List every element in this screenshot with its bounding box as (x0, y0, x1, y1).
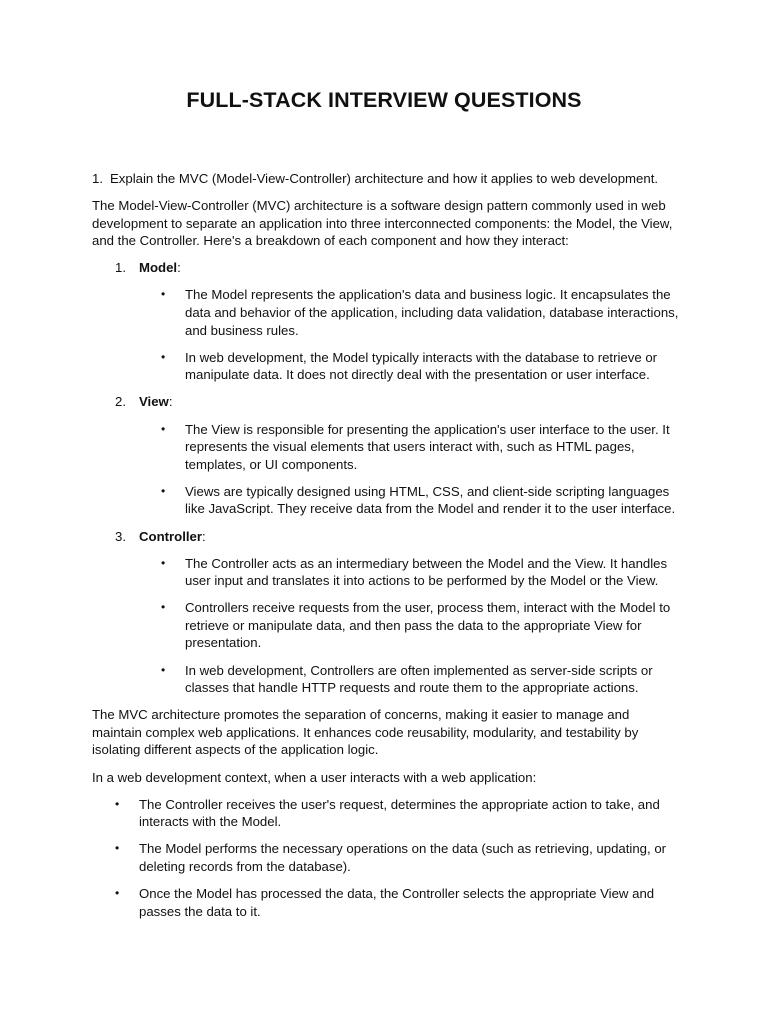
intro-paragraph: The Model-View-Controller (MVC) architecture is a software design pattern commonly used in web development to separate an application into three interconnected components: the Model, the View, and the Controller. Here's a breakdown of each component and how they interact: (92, 198, 673, 249)
flow-intro-paragraph: In a web development context, when a user interacts with a web application: (92, 769, 537, 785)
component-heading (139, 394, 173, 409)
component-name: View (139, 394, 169, 410)
list-item (139, 286, 682, 339)
bullet-icon: • (161, 349, 166, 364)
bullet-icon: • (161, 600, 166, 615)
component-suffix: : (177, 260, 181, 276)
flow-list (92, 796, 682, 921)
bullet-icon: • (161, 483, 166, 498)
component-name: Controller (139, 528, 203, 544)
list-item-text: In web development, the Model typically interacts with the database to retrieve or manipulate data. It does not directly deal with the presentation or user interface. (185, 349, 658, 383)
bullet-icon: • (161, 287, 166, 302)
bullet-icon: • (161, 421, 166, 436)
component-points (139, 555, 682, 697)
list-item-text: The View is responsible for presenting the application's user interface to the user. It represents the visual elements that users interact with, such as HTML pages, templates, or UI components. (185, 421, 670, 472)
bullet-icon: • (161, 662, 166, 677)
list-item (92, 840, 682, 875)
component-item-view (92, 393, 682, 518)
list-item-text: The Controller acts as an intermediary between the Model and the View. It handles user input and translates it into actions to be performed by the Model or the View. (185, 555, 668, 589)
bullet-icon: • (115, 841, 120, 856)
component-number: 3. (115, 528, 126, 544)
bullet-icon: • (115, 796, 120, 811)
list-item (139, 599, 682, 652)
component-list (92, 259, 682, 696)
list-item (139, 349, 682, 384)
list-item-text: The Model performs the necessary operations on the data (such as retrieving, updating, or deleting records from the database). (139, 841, 667, 874)
list-item-text: Controllers receive requests from the user, process them, interact with the Model to retrieve or manipulate data, and then pass the data to the appropriate View for presentation. (185, 600, 671, 651)
question-number: 1. (92, 171, 103, 186)
list-item-text: The Controller receives the user's request, determines the appropriate action to take, and interacts with the Model. (139, 796, 660, 830)
component-heading (139, 260, 181, 275)
list-item (92, 885, 682, 920)
component-item-controller (92, 528, 682, 697)
list-item (92, 796, 682, 831)
summary-paragraph: The MVC architecture promotes the separation of concerns, making it easier to manage and maintain complex web applications. It enhances code reusability, modularity, and testability by isolating different aspects of the application logic. (92, 707, 639, 758)
component-number: 2. (115, 394, 126, 410)
document-body (92, 170, 682, 930)
component-name: Model (139, 260, 178, 276)
bullet-icon: • (115, 886, 120, 900)
component-points (139, 421, 682, 518)
list-item-text: Once the Model has processed the data, the Controller selects the appropriate View and passes the data to it. (139, 886, 655, 919)
question-text: Explain the MVC (Model-View-Controller) architecture and how it applies to web development. (110, 171, 659, 186)
component-item-model (92, 259, 682, 384)
list-item (139, 555, 682, 590)
component-heading (139, 529, 206, 544)
list-item (139, 483, 682, 518)
bullet-icon: • (161, 555, 166, 570)
component-suffix: : (202, 528, 206, 544)
component-number: 1. (115, 260, 126, 276)
page-title: FULL-STACK INTERVIEW QUESTIONS (186, 88, 582, 112)
component-points (139, 286, 682, 383)
list-item-text: Views are typically designed using HTML, CSS, and client-side scripting languages like JavaScript. They receive data from the Model and render it to the user interface. (185, 483, 676, 517)
list-item-text: The Model represents the application's data and business logic. It encapsulates the data and behavior of the application, including data validation, database interactions, and business rules. (185, 287, 679, 338)
list-item (139, 421, 682, 474)
component-suffix: : (168, 394, 173, 410)
list-item (139, 662, 682, 697)
list-item-text: In web development, Controllers are often implemented as server-side scripts or classes that handle HTTP requests and route them to the appropriate actions. (185, 662, 653, 696)
question-line (92, 170, 682, 188)
